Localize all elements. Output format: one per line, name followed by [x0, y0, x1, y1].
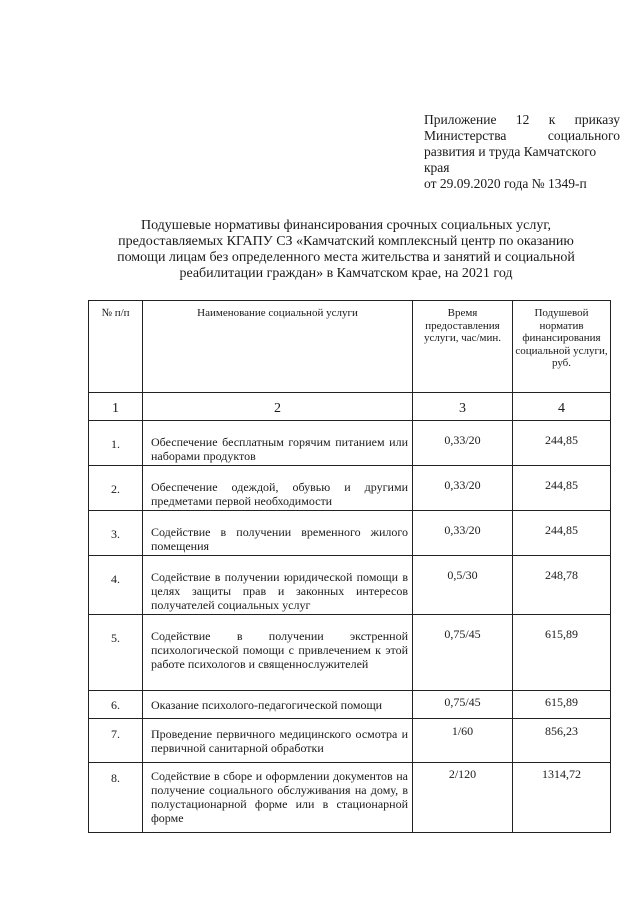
row-num: 6. [89, 691, 143, 719]
column-index-row [89, 393, 611, 421]
index-cell: 4 [513, 393, 611, 421]
title-line: Подушевые нормативы финансирования срочных социальных услуг, [140, 218, 552, 233]
row-time: 2/120 [413, 763, 513, 833]
annex-date-line: от 29.09.2020 года № 1349-п [424, 176, 587, 191]
row-num: 3. [89, 511, 143, 556]
title-line: помощи лицам без определенного места жительства и занятий и социальной [117, 250, 575, 265]
header-time: Время предоставления услуги, час/мин. [413, 301, 513, 393]
row-service-name: Обеспечение бесплатным горячим питанием или наборами продуктов [143, 421, 413, 466]
row-cost: 615,89 [513, 691, 611, 719]
row-num: 4. [89, 556, 143, 615]
row-service-name: Проведение первичного медицинского осмотра и первичной санитарной обработки [143, 719, 413, 763]
row-num: 1. [89, 421, 143, 466]
index-cell: 2 [143, 393, 413, 421]
table-row [89, 556, 611, 615]
row-time: 0,75/45 [413, 615, 513, 691]
annex-line: края [424, 160, 450, 175]
row-cost: 615,89 [513, 615, 611, 691]
row-num: 7. [89, 719, 143, 763]
row-time: 0,33/20 [413, 466, 513, 511]
row-cost: 244,85 [513, 511, 611, 556]
header-num: № п/п [89, 301, 143, 393]
row-cost: 244,85 [513, 421, 611, 466]
table-row [89, 719, 611, 763]
table-row [89, 466, 611, 511]
row-time: 0,75/45 [413, 691, 513, 719]
header-cost: Подушевой норматив финансирования социальной услуги, руб. [513, 301, 611, 393]
row-service-name: Содействие в получении временного жилого помещения [143, 511, 413, 556]
row-service-name: Содействие в получении юридической помощи в целях защиты прав и законных интересов получателей социальных услуг [143, 556, 413, 615]
row-num: 5. [89, 615, 143, 691]
row-cost: 248,78 [513, 556, 611, 615]
row-time: 0,33/20 [413, 511, 513, 556]
row-service-name: Содействие в получении экстренной психологической помощи с привлечением к этой работе психологов и священнослужителей [143, 615, 413, 691]
row-time: 0,5/30 [413, 556, 513, 615]
annex-line: Министерства социального [424, 128, 620, 143]
row-service-name: Содействие в сборе и оформлении документов на получение социального обслуживания на дому, в полустационарной форме или в стационарной форме [143, 763, 413, 833]
annex-reference [424, 112, 620, 192]
index-cell: 3 [413, 393, 513, 421]
header-name: Наименование социальной услуги [143, 301, 413, 393]
table-row [89, 615, 611, 691]
index-cell: 1 [89, 393, 143, 421]
row-cost: 1314,72 [513, 763, 611, 833]
annex-line: Приложение 12 к приказу [424, 112, 620, 127]
table-row [89, 421, 611, 466]
table-row [89, 763, 611, 833]
row-num: 2. [89, 466, 143, 511]
row-time: 1/60 [413, 719, 513, 763]
row-time: 0,33/20 [413, 421, 513, 466]
table-header-row [89, 301, 611, 393]
table-row [89, 511, 611, 556]
row-service-name: Оказание психолого-педагогической помощи [143, 691, 413, 719]
title-line: реабилитации граждан» в Камчатском крае, на 2021 год [179, 266, 513, 281]
title-line: предоставляемых КГАПУ СЗ «Камчатский комплексный центр по оказанию [118, 234, 574, 249]
document-title [86, 218, 606, 282]
row-service-name: Обеспечение одеждой, обувью и другими предметами первой необходимости [143, 466, 413, 511]
table-row [89, 691, 611, 719]
annex-line: развития и труда Камчатского [424, 144, 597, 159]
row-cost: 856,23 [513, 719, 611, 763]
norms-table [88, 300, 611, 833]
row-num: 8. [89, 763, 143, 833]
row-cost: 244,85 [513, 466, 611, 511]
